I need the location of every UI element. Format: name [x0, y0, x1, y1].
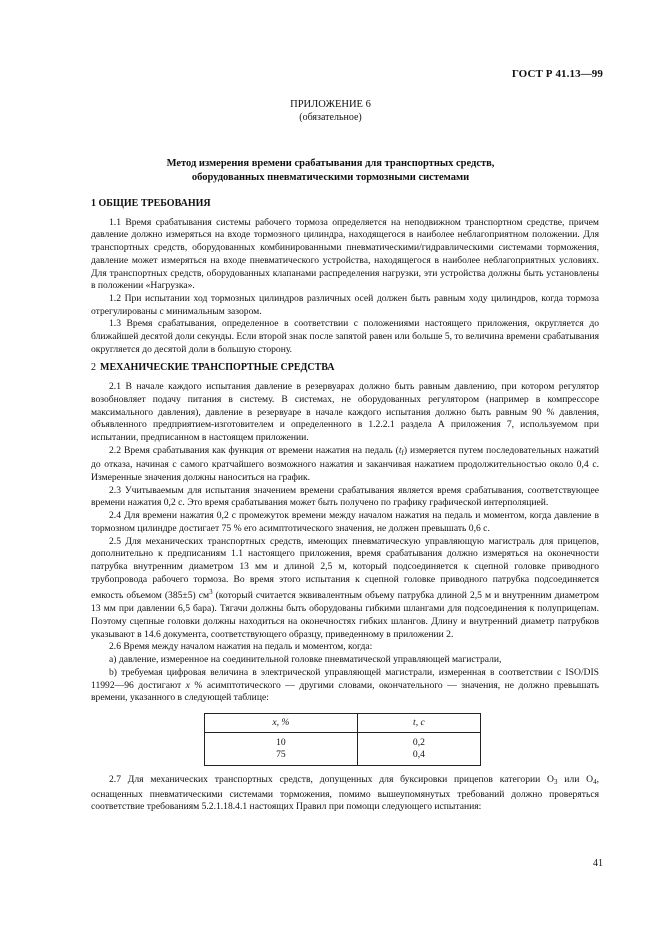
paragraph-2-6-b-text-1: b) требуемая цифровая величина в электрической управляющей магистрали, измеренная в соответствии с ISO/DIS 11992—96 достигают — [91, 666, 599, 691]
table-cell-t: 0,4 — [357, 749, 480, 766]
paragraph-2-5 — [91, 536, 599, 642]
section-1-heading: 1 ОБЩИЕ ТРЕБОВАНИЯ — [91, 198, 211, 209]
method-title-line2: оборудованных пневматическими тормозными системами — [191, 172, 470, 183]
time-table-wrapper — [204, 713, 599, 766]
appendix-title: ПРИЛОЖЕНИЕ 6 — [290, 99, 371, 110]
table-cell-t: 0,2 — [357, 732, 480, 749]
paragraph-1-1: 1.1 Время срабатывания системы рабочего тормоза определяется на неподвижном транспортном средстве, причем давление должно измеряться на входе тормозного цилиндра, находящегося в наиболее неблагоприятном положении. Для транспортных средств, оборудованных комбинированными пневматическими/гидравлическими системами торможения, давление может измеряться на входе пневматического устройства, находящегося в наиболее неблагоприятных условиях. Для транспортных средств, оборудованных клапанами распределения нагрузки, эти устройства должны быть установлены в положении «Нагрузка». — [91, 216, 599, 292]
paragraph-2-3: 2.3 Учитываемым для испытания значением времени срабатывания является время срабатывания, соответствующее времени нажатия 0,2 с. Это время срабатывания может быть получено по графику графической интерполяцией. — [91, 484, 599, 509]
table-row — [205, 732, 481, 749]
paragraph-1-3: 1.3 Время срабатывания, определенное в соответствии с положениями настоящего приложения, округляется до ближайшей десятой доли секунды. Если второй знак после запятой равен или больше 5, то величина времени срабатывания округляется до десятой доли в большую сторону. — [91, 318, 599, 355]
table-cell-x: 10 — [205, 732, 358, 749]
time-table — [204, 713, 481, 766]
paragraph-2-2-text-b: ) измеряется путем последовательных нажатий до отказа, начиная с самого кратчайшего возможного нажатия и заканчивая нажатием продолжительностью около 0,4 с. Измеренные значения должны наноситься на график. — [91, 444, 599, 484]
paragraph-2-5-text-b: (который считается эквивалентным объему патрубка длиной 2,5 м и внутренним диаметром 13 мм при давлении 6,5 бара). Тягачи должны быть оборудованы гибкими шлангами для подсоединения к полуприцепам. Поэтому сцепные головки должны находиться на оконечностях гибких шлангов. Длину и внутренний диаметр патрубков указывают в 14.6 документа, соответствующего образцу, приведенному в приложении 2. — [91, 590, 599, 640]
paragraph-2-1: 2.1 В начале каждого испытания давление в резервуарах должно быть равным давлению, при котором регулятор возобновляет подачу питания в систему. В системах, не оборудованных регулятором (например в компрессоре максимального давления), давление в резервуаре в начале каждого испытания должно быть равным 90 % давления, объявленного предприятием-изготовителем и определенного в 1.2.2.1 раздела А приложения 7, используемом при испытании, предписанном в настоящем приложении. — [91, 381, 599, 443]
paragraph-2-7-text-c: , оснащенных пневматическими системами торможения, помимо вышеупомянутых требований должно проверяться соответствие требованиям 5.2.1.18.4.1 настоящих Правил при помощи следующего испытания: — [91, 773, 599, 813]
table-cell-x: 75 — [205, 749, 358, 766]
method-title-line1: Метод измерения времени срабатывания для транспортных средств, — [166, 158, 495, 169]
page-number: 41 — [593, 858, 603, 869]
paragraph-2-5-text-a: 2.5 Для механических транспортных средств, имеющих пневматическую управляющую магистраль для прицепов, дополнительно к предписаниям 1.1 настоящего приложения, время срабатывания должно измеряться на оконечности патрубка внутренним диаметром 13 мм и длиной 2,5 м, который подсоединяется к сцепной головке приводного трубопровода рабочего тормоза. Во время этого испытания к сцепной головке приводного патрубка подсоединяется емкость объемом (385±5) см — [91, 535, 599, 602]
category-o3-subscript: 3 — [554, 777, 558, 786]
paragraph-2-2-text-a: 2.2 Время срабатывания как функция от времени нажатия на педаль ( — [109, 444, 399, 456]
section-2-heading — [91, 362, 599, 375]
section-2-number: 2 — [91, 362, 96, 374]
table-row — [205, 749, 481, 766]
paragraph-2-4: 2.4 Для времени нажатия 0,2 с промежуток времени между началом нажатия на педаль и моментом, когда давление в тормозном цилиндре достигает 75 % его асимптотического значения, не должен превышать 0,6 с. — [91, 510, 599, 534]
paragraph-2-7 — [91, 774, 599, 814]
table-header-t: t, с — [357, 713, 480, 732]
cubic-superscript: 3 — [209, 588, 213, 597]
table-header-x: х, % — [205, 713, 358, 732]
x-variable: х — [185, 679, 190, 691]
category-o4-subscript: 4 — [593, 777, 597, 786]
tf-subscript: f — [401, 448, 404, 457]
section-2-title: МЕХАНИЧЕСКИЕ ТРАНСПОРТНЫЕ СРЕДСТВА — [100, 362, 335, 374]
document-body — [91, 196, 599, 814]
standard-header: ГОСТ Р 41.13—99 — [511, 68, 603, 80]
method-title — [90, 157, 571, 185]
paragraph-2-6-b-text-2: % асимптотического — другими словами, окончательного — значения, не должно превышать времени, указанного в следующей таблице: — [91, 679, 599, 704]
paragraph-2-7-text-a: 2.7 Для механических транспортных средств, допущенных для буксировки прицепов категории О — [109, 773, 554, 785]
paragraph-2-6-b — [91, 667, 599, 705]
table-header-row — [205, 713, 481, 732]
paragraph-1-2: 1.2 При испытании ход тормозных цилиндров различных осей должен быть равным ходу цилиндров, когда тормоза отрегулированы с минимальным зазором. — [91, 292, 599, 317]
paragraph-2-7-text-b: или О — [557, 773, 594, 785]
appendix-subtitle: (обязательное) — [299, 112, 362, 123]
paragraph-2-2 — [91, 445, 599, 485]
tf-variable: t — [398, 444, 402, 456]
paragraph-2-6-a: а) давление, измеренное на соединительной головке пневматической управляющей магистрали, — [109, 654, 502, 666]
paragraph-2-6: 2.6 Время между началом нажатия на педаль и моментом, когда: — [109, 641, 373, 653]
